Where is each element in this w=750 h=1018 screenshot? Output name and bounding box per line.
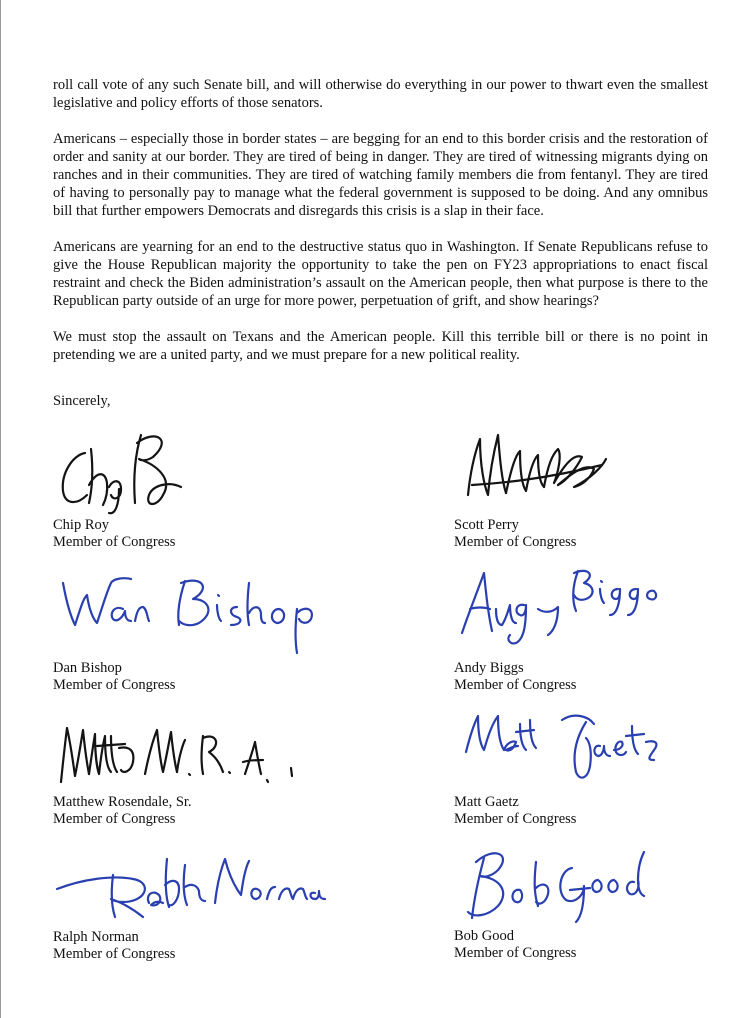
signatory-title: Member of Congress bbox=[53, 811, 176, 827]
signatory-title: Member of Congress bbox=[454, 945, 577, 961]
paragraph: Americans are yearning for an end to the destructive status quo in Washington. If Senate Republicans refuse to give the House Republican majority the opportunity to take the pen on FY23 appropriations to enact fiscal restraint and check the Biden administration’s assault on the American people, then what purpose is there to the Republican party outside of an urge for more power, perpetuation of grift, and show hearings? bbox=[53, 239, 708, 309]
signature-block-bob-good bbox=[454, 840, 750, 962]
signature-block-matthew-rosendale bbox=[53, 716, 353, 828]
closing: Sincerely, bbox=[53, 393, 111, 409]
handwritten-signature bbox=[454, 565, 674, 660]
signature-block-dan-bishop bbox=[53, 565, 353, 694]
signatory-title: Member of Congress bbox=[53, 534, 176, 550]
signatory-title: Member of Congress bbox=[53, 946, 176, 962]
signature-block-scott-perry bbox=[454, 425, 750, 551]
signatory-name: Andy Biggs bbox=[454, 660, 524, 676]
handwritten-signature bbox=[454, 702, 674, 794]
signatory-title: Member of Congress bbox=[454, 811, 577, 827]
signatory-title: Member of Congress bbox=[53, 677, 176, 693]
handwritten-signature bbox=[454, 840, 654, 928]
signature-block-andy-biggs bbox=[454, 565, 750, 694]
signatory-name: Matt Gaetz bbox=[454, 794, 519, 810]
signature-block-chip-roy bbox=[53, 425, 353, 551]
handwritten-signature bbox=[53, 425, 223, 517]
signature-block-ralph-norman bbox=[53, 845, 353, 963]
signatory-name: Bob Good bbox=[454, 928, 515, 944]
handwritten-signature bbox=[53, 565, 343, 660]
signatory-title: Member of Congress bbox=[454, 677, 577, 693]
letter-body bbox=[53, 76, 708, 382]
signature-block-matt-gaetz bbox=[454, 702, 750, 828]
signatory-name: Dan Bishop bbox=[53, 660, 122, 676]
paragraph: roll call vote of any such Senate bill, and will otherwise do everything in our power to thwart even the smallest legislative and policy efforts of those senators. bbox=[53, 77, 708, 111]
signatory-name: Scott Perry bbox=[454, 517, 519, 533]
signatory-name: Ralph Norman bbox=[53, 929, 139, 945]
signatory-name: Chip Roy bbox=[53, 517, 109, 533]
paragraph: Americans – especially those in border states – are begging for an end to this border crisis and the restoration of order and sanity at our border. They are tired of being in danger. They are tired of witnessing migrants dying on ranches and in their communities. They are tired of watching family members die from fentanyl. They are tired of having to personally pay to manage what the federal government is supposed to be doing. And any omnibus bill that further empowers Democrats and disregards this crisis is a slap in their face. bbox=[53, 131, 708, 219]
signatory-name: Matthew Rosendale, Sr. bbox=[53, 794, 192, 810]
paragraph: We must stop the assault on Texans and the American people. Kill this terrible bill or there is no point in pretending we are a united party, and we must prepare for a new political reality. bbox=[53, 329, 708, 363]
handwritten-signature bbox=[53, 845, 333, 929]
signatory-title: Member of Congress bbox=[454, 534, 577, 550]
handwritten-signature bbox=[454, 425, 634, 517]
handwritten-signature bbox=[53, 716, 313, 794]
